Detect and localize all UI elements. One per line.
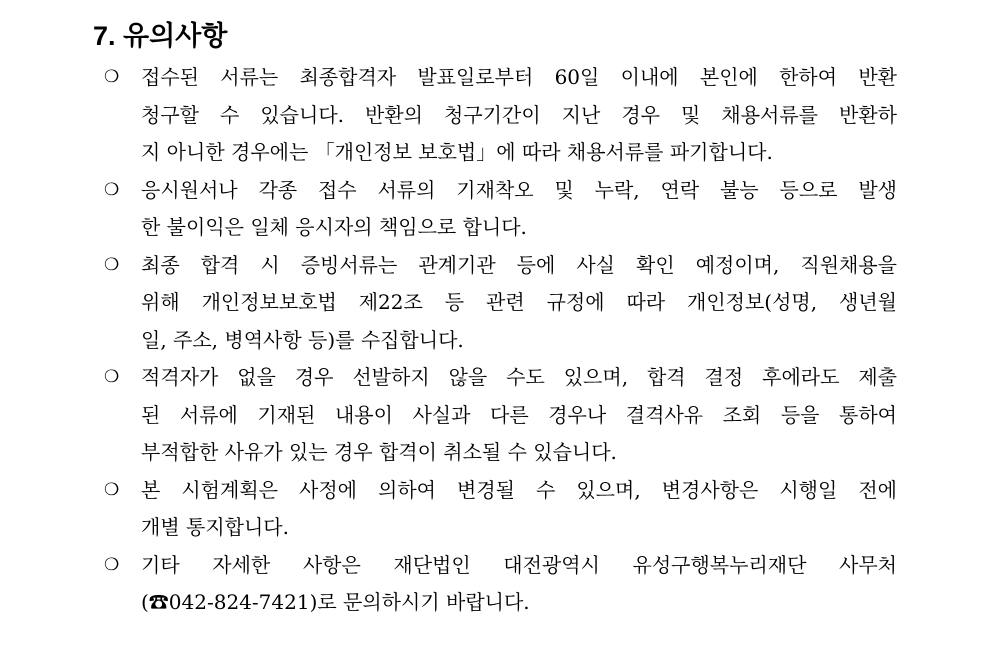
notice-text: [141, 247, 897, 360]
notice-line: 위해 개인정보보호법 제22조 등 관련 규정에 따라 개인정보(성명, 생년월: [141, 290, 897, 314]
notice-text: [141, 472, 897, 547]
bullet-marker: ❍: [104, 367, 120, 387]
notice-line: 본 시험계획은 사정에 의하여 변경될 수 있으며, 변경사항은 시행일 전에: [141, 477, 897, 502]
notice-line: 된 서류에 기재된 내용이 사실과 다른 경우나 결격사유 조회 등을 통하여: [141, 402, 897, 427]
notice-list: [100, 59, 897, 622]
notice-item: [100, 472, 897, 547]
notice-item: [100, 59, 897, 172]
notice-line: 응시원서나 각종 접수 서류의 기재착오 및 누락, 연락 불능 등으로 발생: [141, 177, 897, 202]
bullet-marker: ❍: [104, 554, 120, 575]
bullet-marker: ❍: [104, 67, 120, 87]
notice-line: 개별 통지합니다.: [141, 515, 289, 539]
notice-line: 최종 합격 시 증빙서류는 관계기관 등에 사실 확인 예정이며, 직원채용을: [141, 252, 897, 277]
notice-line: 일, 주소, 병역사항 등)를 수집합니다.: [141, 327, 464, 352]
notice-text: [141, 172, 897, 247]
notice-line: 적격자가 없을 경우 선발하지 않을 수도 있으며, 합격 결정 후에라도 제출: [141, 365, 897, 389]
notice-text: [141, 359, 897, 472]
notice-item: [100, 547, 897, 622]
notice-text: [141, 547, 897, 622]
notice-line: 부적합한 사유가 있는 경우 합격이 취소될 수 있습니다.: [141, 440, 617, 464]
notice-line: 청구할 수 있습니다. 반환의 청구기간이 지난 경우 및 채용서류를 반환하: [141, 102, 897, 127]
notice-item: [100, 359, 897, 472]
notice-line: (☎042-824-7421)로 문의하시기 바랍니다.: [141, 590, 530, 614]
notice-item: [100, 247, 897, 360]
notice-line: 한 불이익은 일체 응시자의 책임으로 합니다.: [141, 215, 527, 239]
notice-item: [100, 172, 897, 247]
notice-line: 접수된 서류는 최종합격자 발표일로부터 60일 이내에 본인에 한하여 반환: [141, 65, 897, 89]
bullet-marker: ❍: [104, 179, 120, 200]
notice-text: [141, 59, 897, 172]
bullet-marker: ❍: [104, 479, 120, 500]
section-heading: 7. 유의사항: [93, 21, 228, 51]
notice-line: 기타 자세한 사항은 재단법인 대전광역시 유성구행복누리재단 사무처: [141, 552, 897, 577]
notice-line: 지 아니한 경우에는 「개인정보 보호법」에 따라 채용서류를 파기합니다.: [141, 140, 773, 164]
bullet-marker: ❍: [104, 254, 120, 275]
